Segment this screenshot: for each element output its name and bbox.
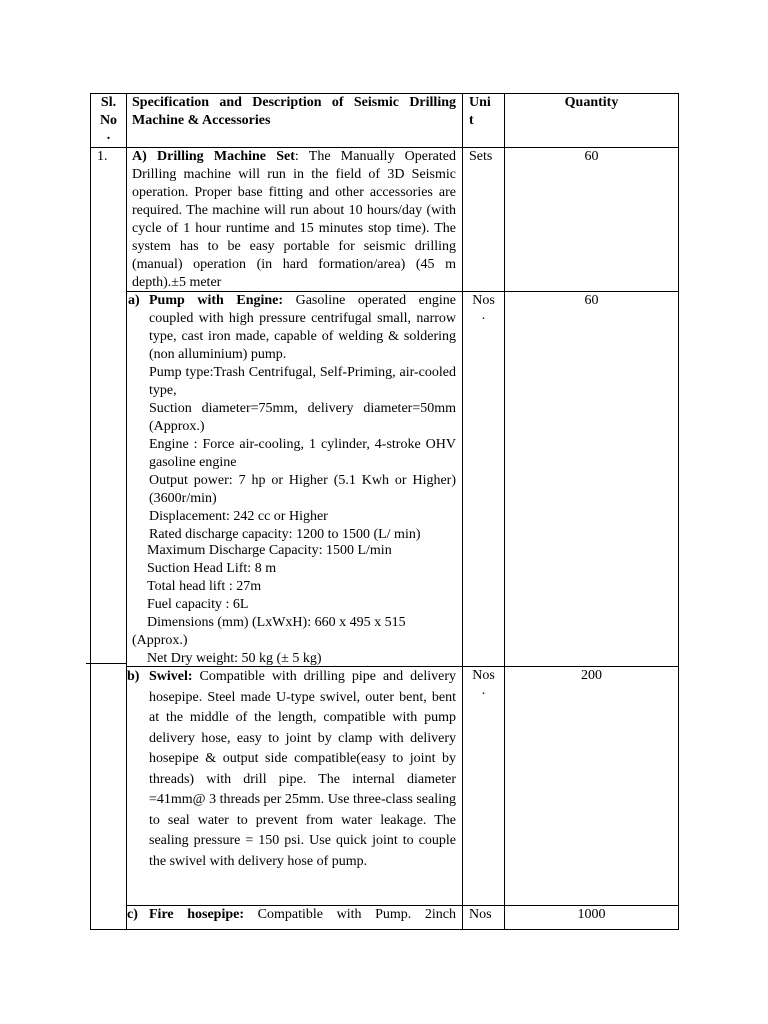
row-b-marker: b) — [127, 669, 140, 684]
table-bottom-border — [90, 929, 679, 930]
row-c-title: Fire hosepipe: — [149, 907, 245, 922]
header-sl-no-line2: No — [99, 113, 118, 128]
row-a-block — [149, 292, 456, 544]
row-b-unit-line2: . — [481, 683, 486, 698]
header-spec: Specification and Description of Seismic Drilling Machine & Accessories — [132, 95, 456, 128]
row-c-unit: Nos — [469, 907, 492, 922]
row-a-block-lower — [147, 542, 456, 632]
header-sl-no — [91, 94, 126, 142]
row-a-suction: Suction diameter=75mm, delivery diameter=50mm (Approx.) — [149, 401, 456, 434]
row-b-quantity: 200 — [581, 668, 602, 683]
row-a-dry-weight: Net Dry weight: 50 kg (± 5 kg) — [147, 651, 322, 666]
spec-col-divider — [462, 93, 463, 929]
row-c-quantity: 1000 — [577, 907, 606, 922]
table-left-border — [90, 93, 91, 929]
sl-col-divider — [126, 93, 127, 929]
row-a-marker: a) — [128, 293, 140, 308]
row-b-title: Swivel: — [149, 669, 193, 684]
header-quantity: Quantity — [564, 95, 619, 110]
row-c-marker: c) — [127, 907, 138, 922]
row-c-block — [149, 906, 456, 924]
row1-description: : The Manually Operated Drilling machine will run in the field of 3D Seismic operation. Proper base fitting and other accessories are required. The machine will run about 10 hours/day (with cycle of 1 hour runtime and 15 minutes stop time). The system has to be easy portable for seismic drilling (manual) operation (in hard formation/area) (45 m depth).±5 meter — [132, 149, 456, 290]
row-a-rated-discharge: Rated discharge capacity: 1200 to 1500 (L/ min) — [149, 527, 421, 542]
row1-title: A) Drilling Machine Set — [132, 149, 295, 164]
row-a-suction-head: Suction Head Lift: 8 m — [147, 561, 277, 576]
row-b-description: Compatible with drilling pipe and delivery hosepipe. Steel made U-type swivel, outer bent, bent at the middle of the length, compatible with pump delivery hose, easy to joint by clamp with delivery hosepipe & output side compatible(easy to joint by threads) with drill pipe. The internal diameter =41mm@ 3 threads per 25mm. Use three-class sealing to seal water to prevent from water leakage. The sealing pressure = 150 psi. Use quick joint to couple the swivel with delivery hose of pump. — [149, 669, 456, 869]
row-b-unit — [463, 667, 504, 697]
row-a-engine: Engine : Force air-cooling, 1 cylinder, 4-stroke OHV gasoline engine — [149, 437, 456, 470]
row1-quantity: 60 — [584, 149, 599, 164]
header-sl-no-line1: Sl. — [100, 95, 117, 110]
row-a-displacement: Displacement: 242 cc or Higher — [149, 509, 328, 524]
row-b-block — [149, 667, 456, 872]
row-a-max-discharge: Maximum Discharge Capacity: 1500 L/min — [147, 543, 392, 558]
unit-col-divider — [504, 93, 505, 929]
header-unit-line2: t — [469, 113, 474, 128]
row-a-unit-line1: Nos — [472, 293, 495, 308]
row-a-pump-type: Pump type:Trash Centrifugal, Self-Priming, air-cooled type, — [149, 365, 456, 398]
row1-unit: Sets — [469, 149, 493, 164]
row-a-output-power: Output power: 7 hp or Higher (5.1 Kwh or Higher) (3600r/min) — [149, 473, 456, 506]
row-b-unit-line1: Nos — [472, 668, 495, 683]
header-unit-line1: Uni — [469, 95, 491, 110]
row-c-description: Compatible with Pump. 2inch — [257, 907, 457, 922]
table-right-border — [678, 93, 679, 929]
row-a-unit-line2: . — [481, 308, 486, 323]
row-a-dimensions: Dimensions (mm) (LxWxH): 660 x 495 x 515 — [147, 615, 406, 630]
stray-rule — [86, 663, 126, 664]
header-sl-no-line3: . — [106, 128, 111, 143]
row1-sl-no: 1. — [97, 149, 108, 164]
row-a-intro-text: Gasoline operated engine coupled with high pressure centrifugal small, narrow type, cast iron made, capable of welding & soldering (non alluminium) pump. — [149, 293, 456, 362]
header-unit — [469, 94, 501, 130]
row-a-unit — [463, 292, 504, 322]
row-a-intro — [149, 292, 456, 364]
row-a-quantity: 60 — [584, 293, 599, 308]
row-a-total-head: Total head lift : 27m — [147, 579, 262, 594]
row-a-fuel: Fuel capacity : 6L — [147, 597, 249, 612]
row1-description-block — [132, 148, 456, 292]
row-a-dimensions-approx: (Approx.) — [132, 633, 188, 648]
row-a-title: Pump with Engine: — [149, 293, 284, 308]
